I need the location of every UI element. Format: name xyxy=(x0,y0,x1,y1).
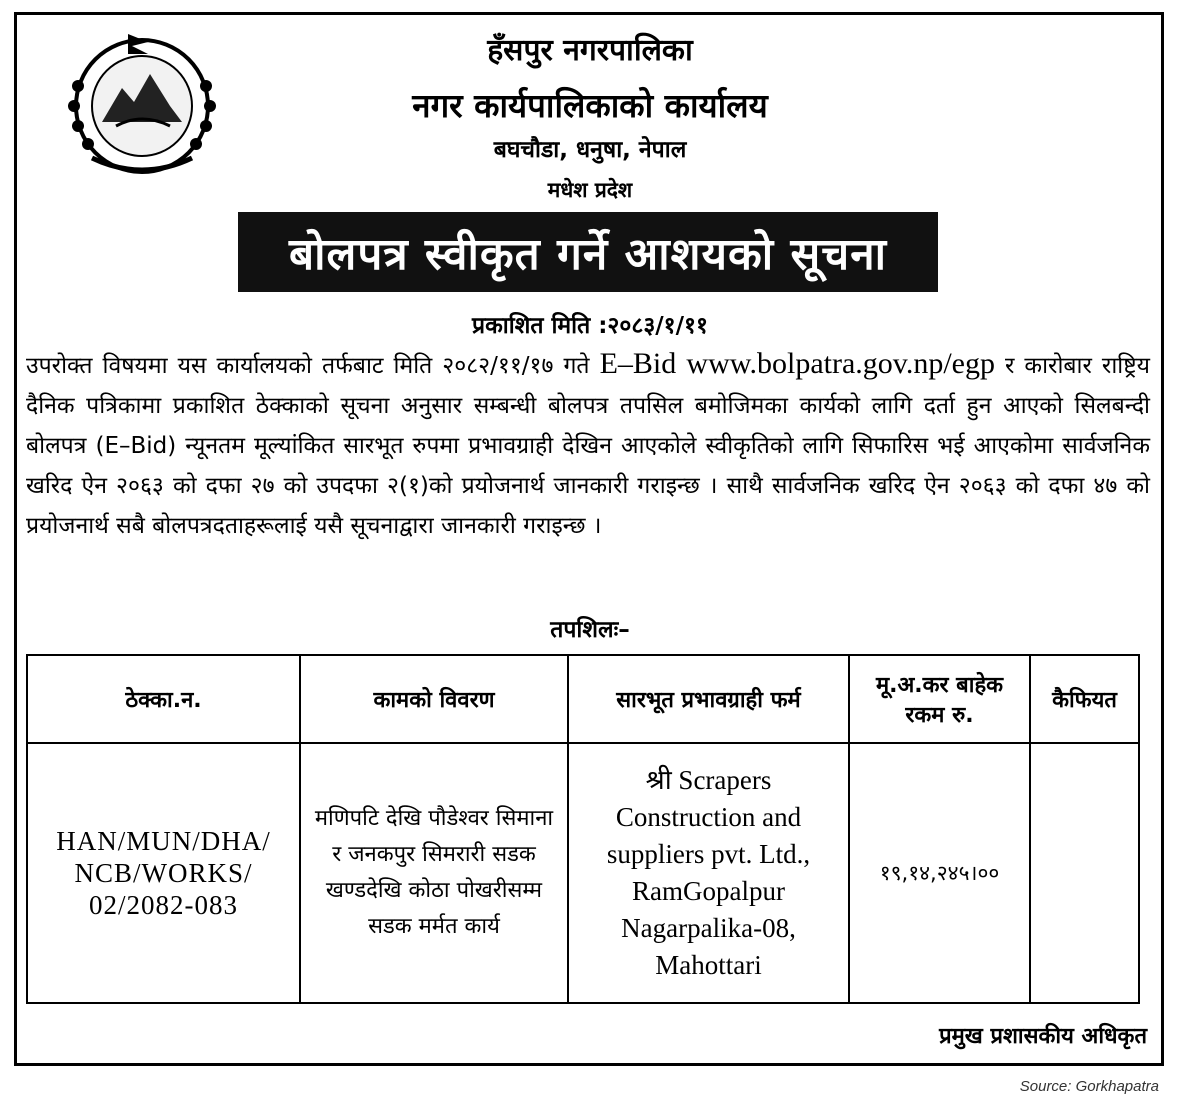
province-name: मधेश प्रदेश xyxy=(547,178,633,202)
header-remarks: कैफियत xyxy=(1030,655,1139,743)
ebid-link[interactable]: E–Bid www.bolpatra.gov.np/egp xyxy=(599,347,995,380)
signatory-title: प्रमुख प्रशासकीय अधिकृत xyxy=(939,1024,1147,1049)
schedule-label: तपशिलः– xyxy=(550,617,630,643)
office-address: बघचौडा, धनुषा, नेपाल xyxy=(493,137,687,163)
cell-work-description: मणिपटि देखि पौडेश्वर सिमाना र जनकपुर सिमरारी सडक खण्डदेखि कोठा पोखरीसम्म सडक मर्मत कार्य xyxy=(300,743,568,1003)
notice-title xyxy=(238,212,938,292)
header-contract-no: ठेक्का.न. xyxy=(27,655,300,743)
table-header-row xyxy=(27,655,1139,743)
cell-contract-no: HAN/MUN/DHA/ NCB/WORKS/ 02/2082-083 xyxy=(27,743,300,1003)
published-date: प्रकाशित मिति :२०८३/१/११ xyxy=(472,313,708,339)
header-work-description: कामको विवरण xyxy=(300,655,568,743)
notice-body xyxy=(26,344,1150,546)
cell-firm: श्री Scrapers Construction and suppliers pvt. Ltd., RamGopalpur Nagarpalika-08, Mahottari xyxy=(568,743,849,1003)
body-text-part2: र कारोबार राष्ट्रिय दैनिक पत्रिकामा प्रकाशित ठेक्काको सूचना अनुसार सम्बन्धी बोलपत्र तपसिल बमोजिमका कार्यको लागि दर्ता हुन आएको सिलबन्दी बोलपत्र (E–Bid) न्यूनतम मूल्यांकित सारभूत रुपमा प्रभावग्राही देखिन आएकोले स्वीकृतिको लागि सिफारिस भई आएकोमा सार्वजनिक खरिद ऐन २०६३ को दफा २७ को उपदफा २(१)को प्रयोजनार्थ जानकारी गराइन्छ । साथै सार्वजनिक खरिद ऐन २०६३ को दफा ४७ को प्रयोजनार्थ सबै बोलपत्रदताहरूलाई यसै सूचनाद्वारा जानकारी गराइन्छ । xyxy=(26,353,1151,539)
header-amount: मू.अ.कर बाहेक रकम रु. xyxy=(849,655,1030,743)
government-emblem-icon xyxy=(58,26,226,184)
source-credit: Source: Gorkhapatra xyxy=(1019,1078,1159,1095)
municipality-name: हँसपुर नगरपालिका xyxy=(487,33,693,68)
schedule-table xyxy=(26,654,1140,1004)
cell-amount: १९,१४,२४५।०० xyxy=(849,743,1030,1003)
header-firm: सारभूत प्रभावग्राही फर्म xyxy=(568,655,849,743)
notice-title-text: बोलपत्र स्वीकृत गर्ने आशयको सूचना xyxy=(288,229,888,280)
office-name: नगर कार्यपालिकाको कार्यालय xyxy=(412,86,768,125)
cell-remarks xyxy=(1030,743,1139,1003)
table-row xyxy=(27,743,1139,1003)
body-text-part1: उपरोक्त विषयमा यस कार्यालयको तर्फबाट मिति २०८२/११/१७ गते xyxy=(26,353,590,379)
